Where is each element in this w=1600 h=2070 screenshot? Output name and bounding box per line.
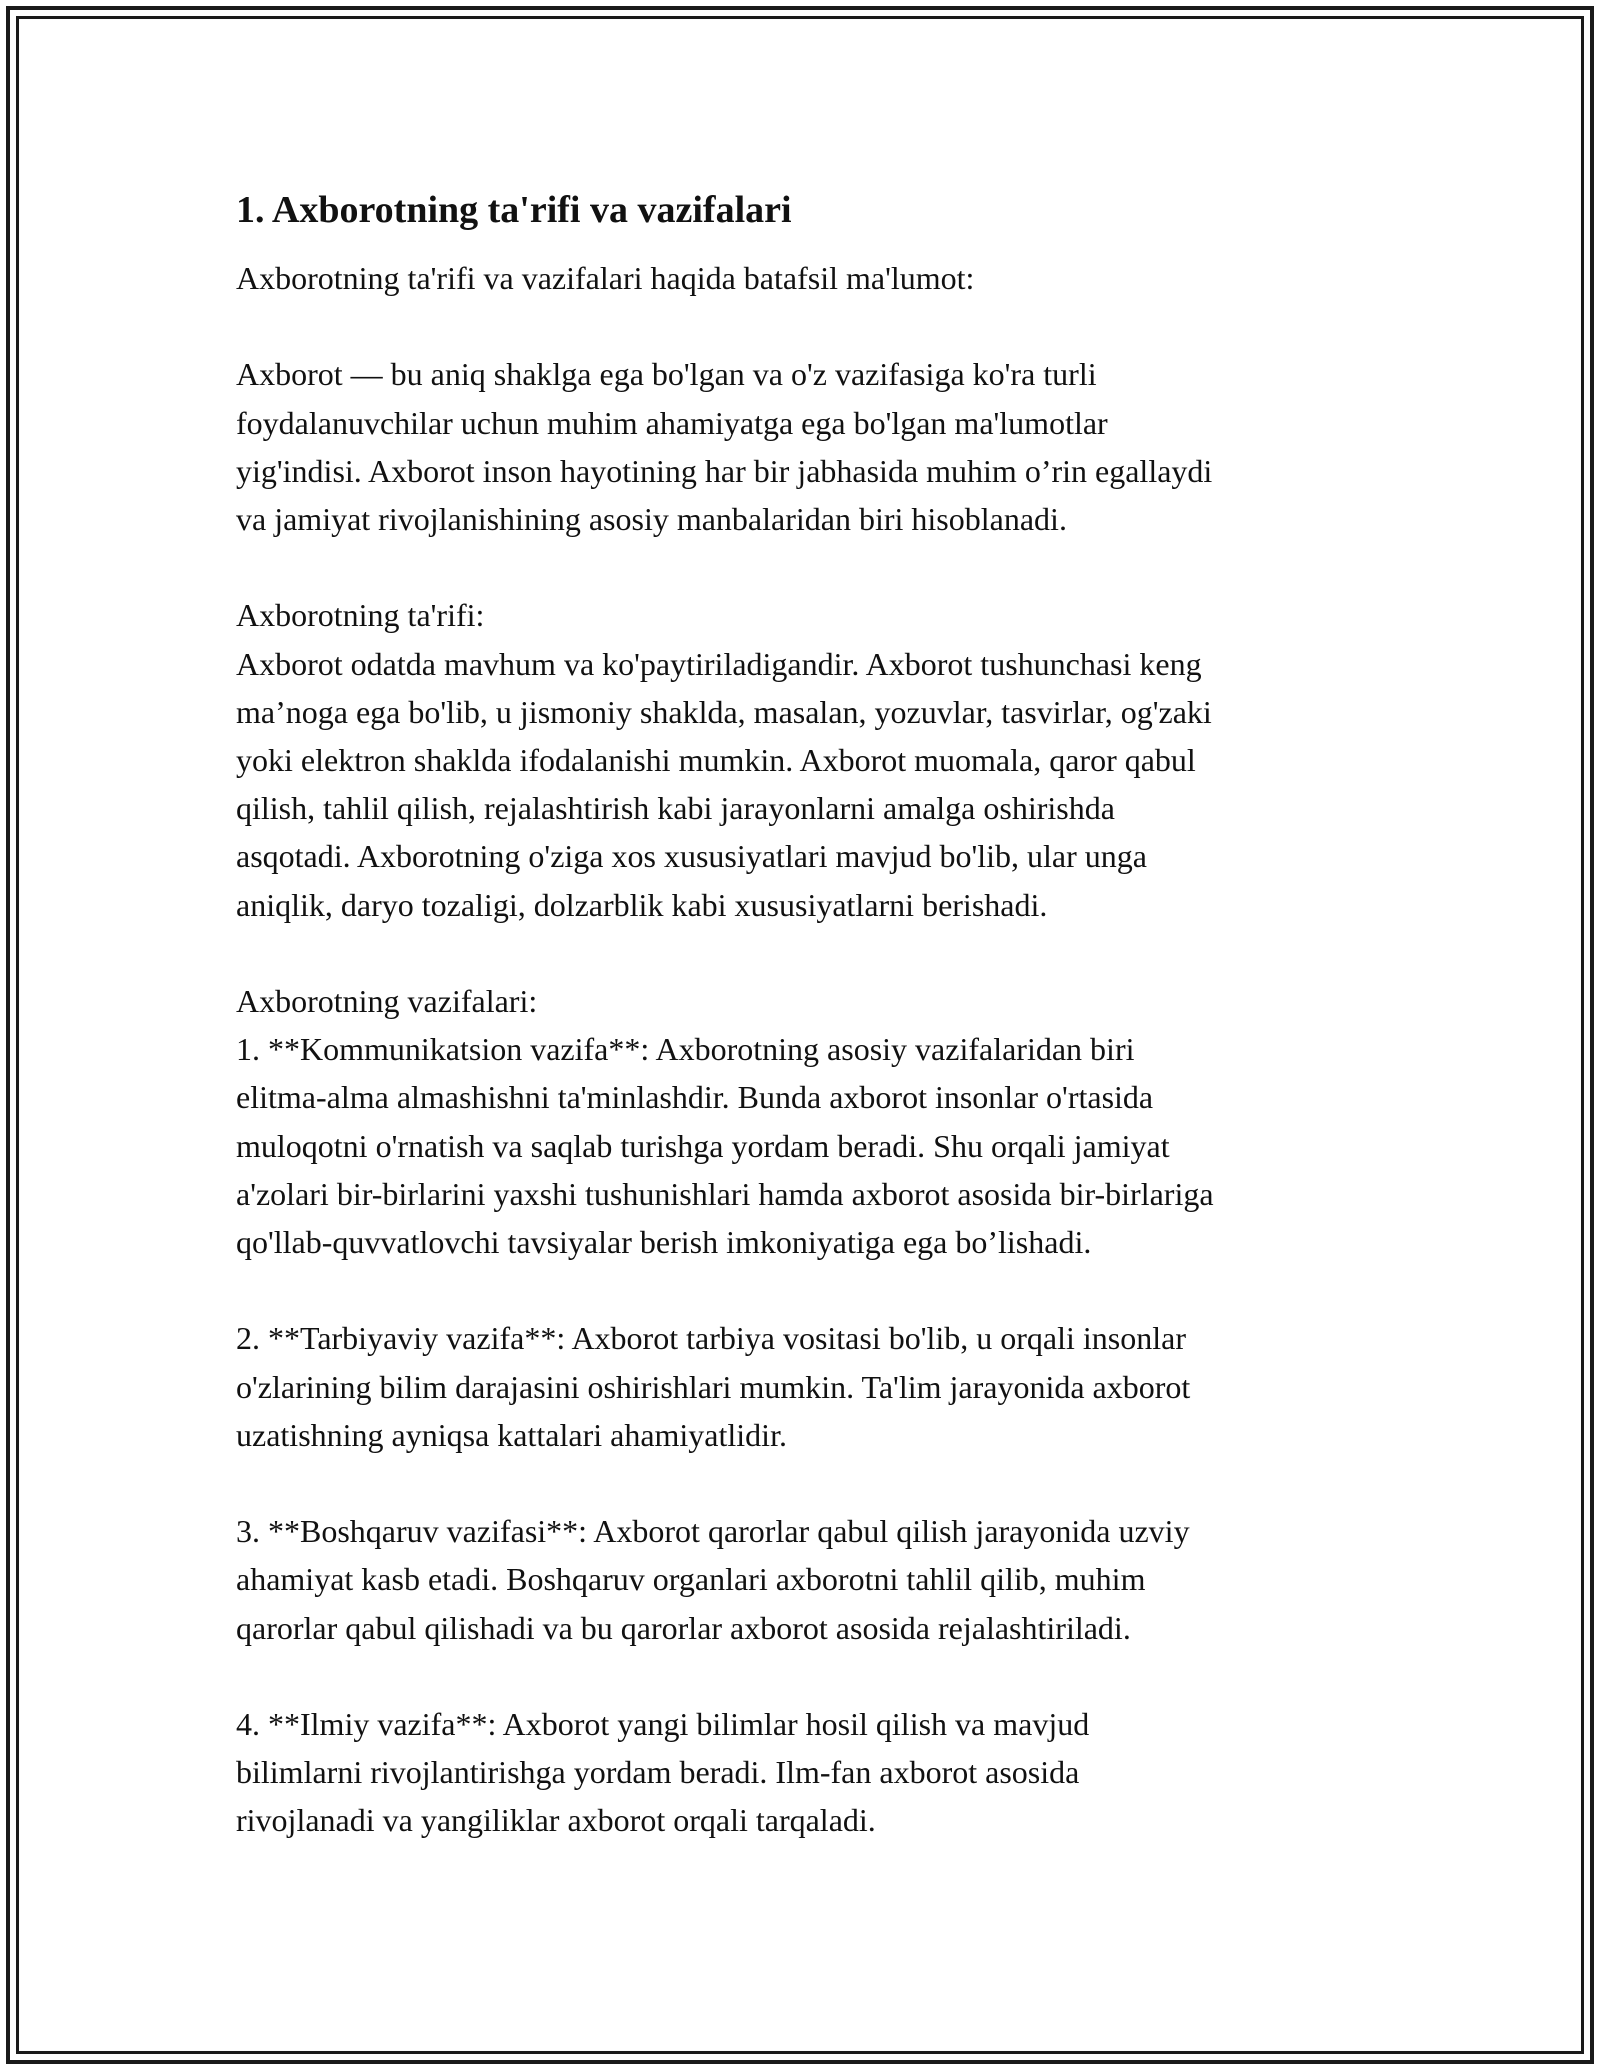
list-item-4-line: rivojlanadi va yangiliklar axborot orqali tarqaladi.: [236, 1802, 876, 1839]
paragraph-gap: [236, 1459, 1376, 1507]
list-item-2-line: uzatishning ayniqsa kattalari ahamiyatlidir.: [236, 1416, 787, 1453]
section-heading-vazifa: Axborotning vazifalari:: [236, 983, 538, 1019]
paragraph-gap: [236, 1266, 1376, 1314]
list-item-4-line: bilimlarni rivojlantirishga yordam beradi. Ilm-fan axborot asosida: [236, 1754, 1080, 1791]
text-line: aniqlik, daryo tozaligi, dolzarblik kabi xususiyatlarni berishadi.: [236, 886, 1048, 923]
paragraph-gap: [236, 1652, 1376, 1700]
list-item-2-line: o'zlarining bilim darajasini oshirishlari mumkin. Ta'lim jarayonida axborot: [236, 1368, 1191, 1405]
text-line: va jamiyat rivojlanishining asosiy manbalaridan biri hisoblanadi.: [236, 501, 1067, 537]
page-title: 1. Axborotning ta'rifi va vazifalari: [236, 189, 792, 231]
list-item-1-line: elitma-alma almashishni ta'minlashdir. Bunda axborot insonlar o'rtasida: [236, 1079, 1154, 1116]
list-item-3: [236, 1507, 1376, 1652]
list-item-3-line: qarorlar qabul qilishadi va bu qarorlar axborot asosida rejalashtiriladi.: [236, 1609, 1131, 1646]
section-heading-tarif: Axborotning ta'rifi:: [236, 597, 485, 634]
text-line: foydalanuvchilar uchun muhim ahamiyatga ega bo'lgan ma'lumotlar: [236, 404, 1108, 441]
vazifa-section: [236, 977, 1376, 1266]
list-item-2: [236, 1314, 1376, 1459]
text-line: asqotadi. Axborotning o'ziga xos xususiyatlari mavjud bo'lib, ular unga: [236, 838, 1147, 875]
list-item-4-line: 4. **Ilmiy vazifa**: Axborot yangi bilimlar hosil qilish va mavjud: [236, 1706, 1090, 1742]
intro-paragraph: Axborotning ta'rifi va vazifalari haqida batafsil ma'lumot:: [236, 260, 975, 296]
list-item-1-line: 1. **Kommunikatsion vazifa**: Axborotning asosiy vazifalaridan biri: [236, 1031, 1135, 1068]
text-line: ma’noga ega bo'lib, u jismoniy shaklda, masalan, yozuvlar, tasvirlar, og'zaki: [236, 693, 1212, 730]
list-item-2-line: 2. **Tarbiyaviy vazifa**: Axborot tarbiya vositasi bo'lib, u orqali insonlar: [236, 1320, 1186, 1357]
paragraph-gap: [236, 543, 1376, 591]
text-line: Axborot — bu aniq shaklga ega bo'lgan va o'z vazifasiga ko'ra turli: [236, 356, 1097, 393]
text-line: Axborot odatda mavhum va ko'paytiriladigandir. Axborot tushunchasi keng: [236, 645, 1202, 682]
definition-paragraph: [236, 350, 1376, 543]
text-line: yoki elektron shaklda ifodalanishi mumkin. Axborot muomala, qaror qabul: [236, 742, 1196, 778]
list-item-1-line: muloqotni o'rnatish va saqlab turishga yordam beradi. Shu orqali jamiyat: [236, 1127, 1170, 1164]
list-item-4: [236, 1700, 1376, 1845]
list-item-1-line: a'zolari bir-birlarini yaxshi tushunishlari hamda axborot asosida bir-birlariga: [236, 1175, 1214, 1212]
text-line: yig'indisi. Axborot inson hayotining har bir jabhasida muhim o’rin egallaydi: [236, 452, 1213, 489]
text-line: qilish, tahlil qilish, rejalashtirish kabi jarayonlarni amalga oshirishda: [236, 790, 1115, 827]
list-item-3-line: ahamiyat kasb etadi. Boshqaruv organlari axborotni tahlil qilib, muhim: [236, 1561, 1146, 1598]
document-body: [236, 186, 1376, 1845]
list-item-3-line: 3. **Boshqaruv vazifasi**: Axborot qarorlar qabul qilish jarayonida uzviy: [236, 1513, 1190, 1550]
tarif-section: [236, 591, 1376, 928]
paragraph-gap: [236, 302, 1376, 350]
list-item-1-line: qo'llab-quvvatlovchi tavsiyalar berish imkoniyatiga ega bo’lishadi.: [236, 1224, 1092, 1261]
paragraph-gap: [236, 929, 1376, 977]
